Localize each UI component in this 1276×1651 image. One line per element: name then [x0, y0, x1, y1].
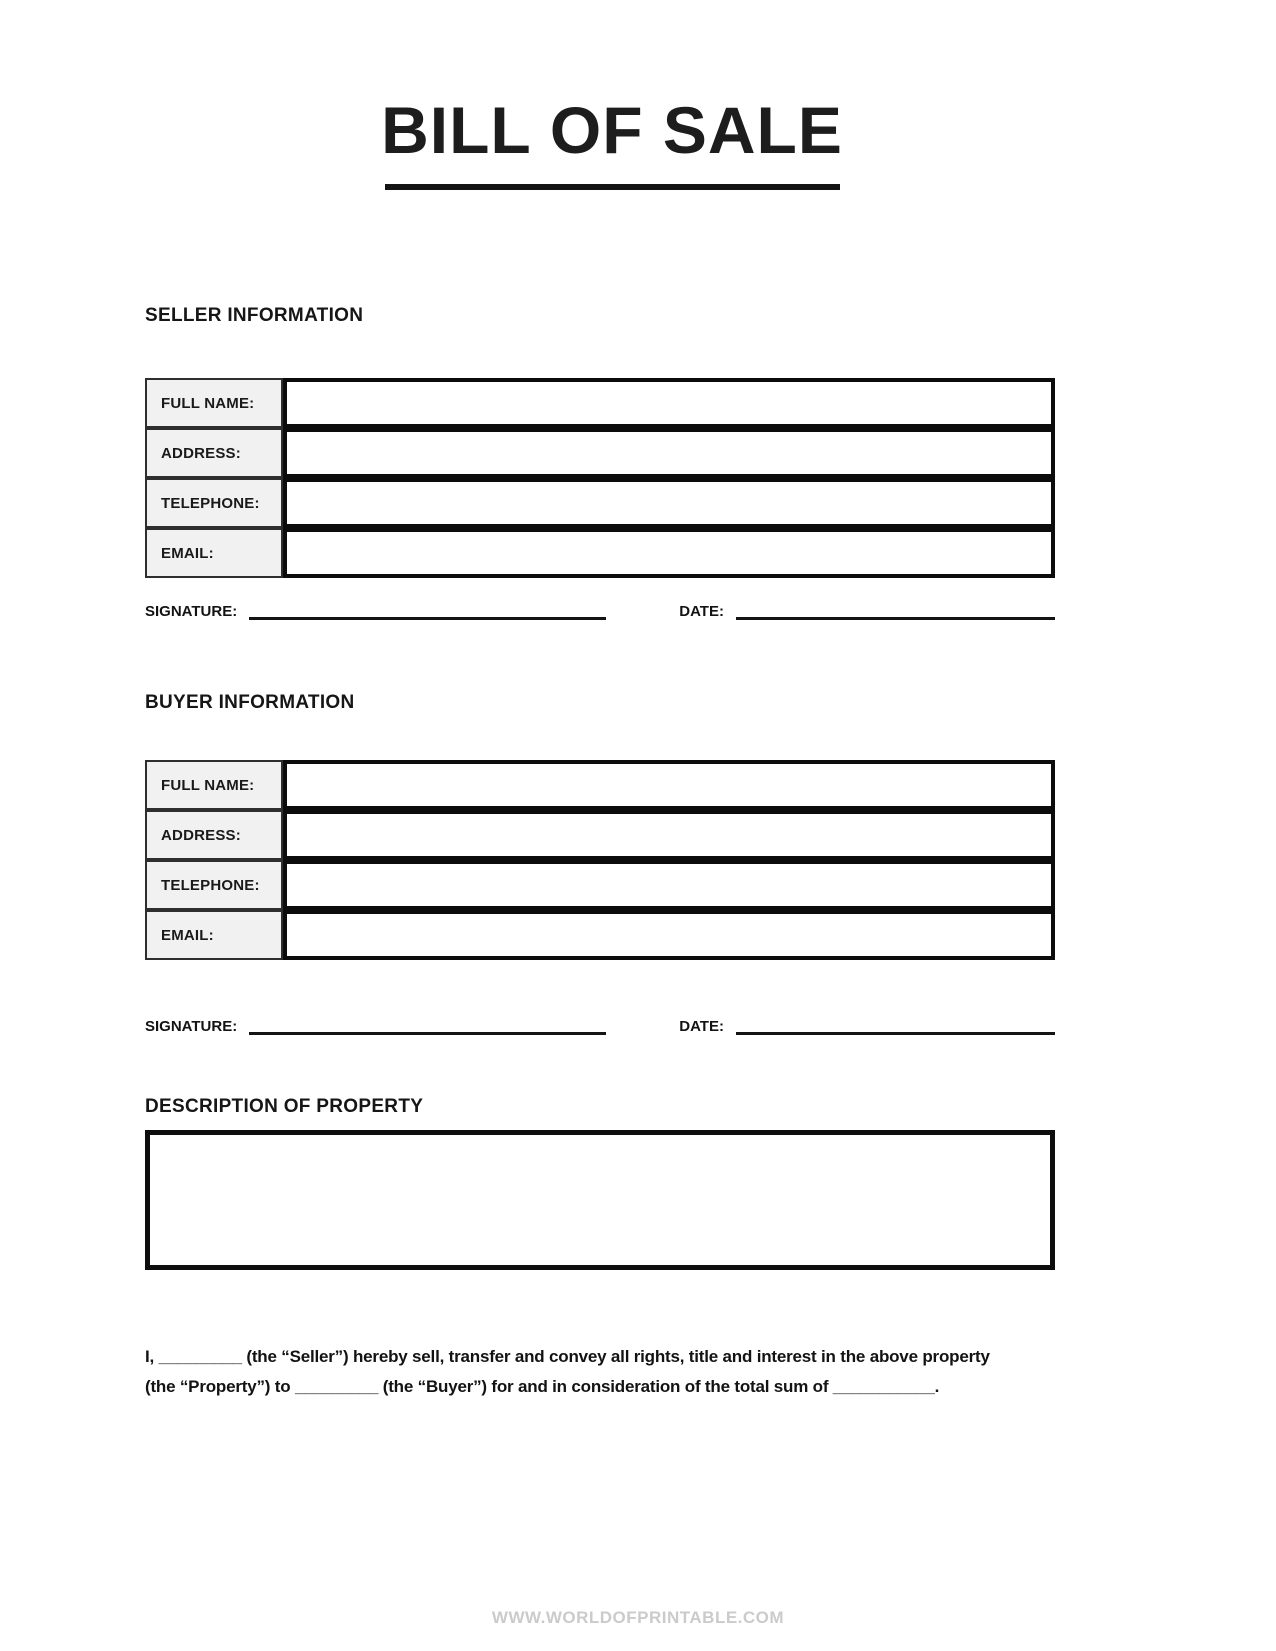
- legal-line-1: I, _________ (the “Seller”) hereby sell, transfer and convey all rights, title and interest in the above property: [145, 1347, 990, 1366]
- seller-signature-line[interactable]: [249, 600, 606, 620]
- table-row: [145, 860, 1055, 910]
- seller-telephone-label: TELEPHONE:: [145, 478, 283, 528]
- buyer-telephone-label: TELEPHONE:: [145, 860, 283, 910]
- buyer-signature-label: SIGNATURE:: [145, 1018, 238, 1035]
- buyer-date-line[interactable]: [736, 1015, 1055, 1035]
- buyer-signature-row: [145, 1015, 1055, 1035]
- seller-date-label: DATE:: [679, 603, 724, 620]
- buyer-date-label: DATE:: [679, 1018, 724, 1035]
- buyer-section-heading: BUYER INFORMATION: [145, 692, 355, 713]
- property-description-input[interactable]: [145, 1130, 1055, 1270]
- buyer-full-name-label: FULL NAME:: [145, 760, 283, 810]
- seller-signature-row: [145, 600, 1055, 620]
- table-row: [145, 910, 1055, 960]
- title-block: [0, 92, 1224, 190]
- buyer-address-input[interactable]: [283, 810, 1055, 860]
- buyer-address-label: ADDRESS:: [145, 810, 283, 860]
- legal-paragraph: [145, 1342, 1075, 1402]
- buyer-email-input[interactable]: [283, 910, 1055, 960]
- seller-full-name-label: FULL NAME:: [145, 378, 283, 428]
- seller-address-input[interactable]: [283, 428, 1055, 478]
- page-title: BILL OF SALE: [381, 93, 843, 167]
- table-row: [145, 378, 1055, 428]
- seller-signature-label: SIGNATURE:: [145, 603, 238, 620]
- table-row: [145, 810, 1055, 860]
- buyer-telephone-input[interactable]: [283, 860, 1055, 910]
- seller-telephone-input[interactable]: [283, 478, 1055, 528]
- seller-email-label: EMAIL:: [145, 528, 283, 578]
- buyer-signature-line[interactable]: [249, 1015, 606, 1035]
- buyer-email-label: EMAIL:: [145, 910, 283, 960]
- buyer-full-name-input[interactable]: [283, 760, 1055, 810]
- seller-full-name-input[interactable]: [283, 378, 1055, 428]
- property-section-heading: DESCRIPTION OF PROPERTY: [145, 1096, 424, 1117]
- table-row: [145, 428, 1055, 478]
- legal-line-2: (the “Property”) to _________ (the “Buyer”) for and in consideration of the total sum of ___________.: [145, 1377, 940, 1396]
- title-underline: [385, 184, 840, 190]
- seller-email-input[interactable]: [283, 528, 1055, 578]
- table-row: [145, 760, 1055, 810]
- seller-section-heading: SELLER INFORMATION: [145, 305, 364, 326]
- table-row: [145, 478, 1055, 528]
- seller-date-line[interactable]: [736, 600, 1055, 620]
- buyer-info-table: [145, 760, 1055, 960]
- seller-info-table: [145, 378, 1055, 578]
- table-row: [145, 528, 1055, 578]
- footer-website: WWW.WORLDOFPRINTABLE.COM: [491, 1608, 785, 1627]
- seller-address-label: ADDRESS:: [145, 428, 283, 478]
